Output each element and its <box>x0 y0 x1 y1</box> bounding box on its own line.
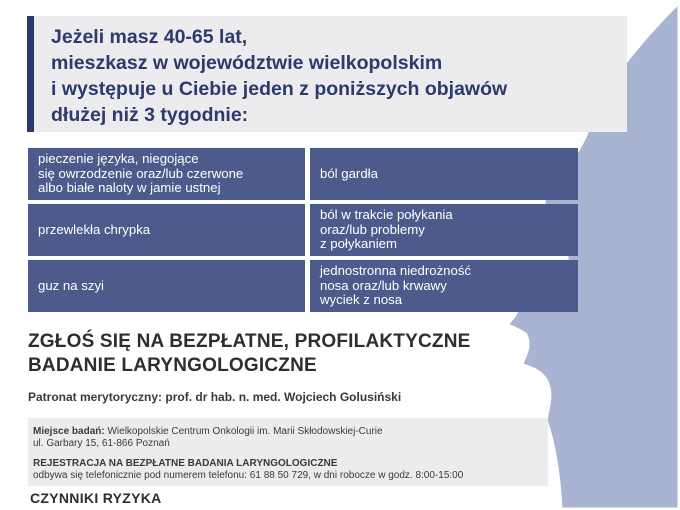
registration-details: odbywa się telefonicznie pod numerem telefonu: 61 88 50 729, w dni robocze w godz. 8:00-15:00 <box>33 470 464 481</box>
patronage-text: Patronat merytoryczny: prof. dr hab. n. med. Wojciech Golusiński <box>28 390 402 404</box>
symptom-box-throat <box>310 148 578 200</box>
cta-line-2: BADANIE LARYNGOLOGICZNE <box>28 355 317 376</box>
header-accent-bar <box>27 16 34 132</box>
header-line-3: i występuje u Ciebie jeden z poniższych objawów <box>51 78 508 100</box>
symptom-box-mouth <box>28 148 305 200</box>
symptom-text: pieczenie języka, niegojące się owrzodzenie oraz/lub czerwone albo białe naloty w jamie ustnej <box>38 151 244 196</box>
registration-title: REJESTRACJA NA BEZPŁATNE BADANIA LARYNGOLOGICZNE <box>33 458 338 469</box>
symptom-box-swallowing <box>310 204 578 256</box>
symptom-text: jednostronna niedrożność nosa oraz/lub krwawy wyciek z nosa <box>320 263 472 308</box>
symptom-text: guz na szyi <box>38 277 104 293</box>
symptom-box-neck-lump <box>28 260 305 312</box>
risk-factors-heading: CZYNNIKI RYZYKA <box>30 490 162 506</box>
cta-line-1: ZGŁOŚ SIĘ NA BEZPŁATNE, PROFILAKTYCZNE <box>28 331 471 352</box>
symptom-text: ból w trakcie połykania oraz/lub problemy z połykaniem <box>320 207 453 252</box>
symptom-text: przewlekła chrypka <box>38 221 151 237</box>
exam-address: ul. Garbary 15, 61-866 Poznań <box>33 438 170 449</box>
header-line-2: mieszkasz w województwie wielkopolskim <box>51 52 443 74</box>
symptom-text: ból gardła <box>320 165 378 181</box>
exam-location-label: Miejsce badań: <box>33 426 105 437</box>
exam-location <box>33 426 383 438</box>
header-headline <box>51 24 591 128</box>
symptom-box-hoarseness <box>28 204 305 256</box>
exam-location-value: Wielkopolskie Centrum Onkologii im. Marii Skłodowskiej-Curie <box>104 426 383 437</box>
symptom-box-nose <box>310 260 578 312</box>
call-to-action-heading <box>28 330 498 378</box>
header-line-1: Jeżeli masz 40-65 lat, <box>51 26 248 48</box>
header-line-4: dłużej niż 3 tygodnie: <box>51 104 249 126</box>
